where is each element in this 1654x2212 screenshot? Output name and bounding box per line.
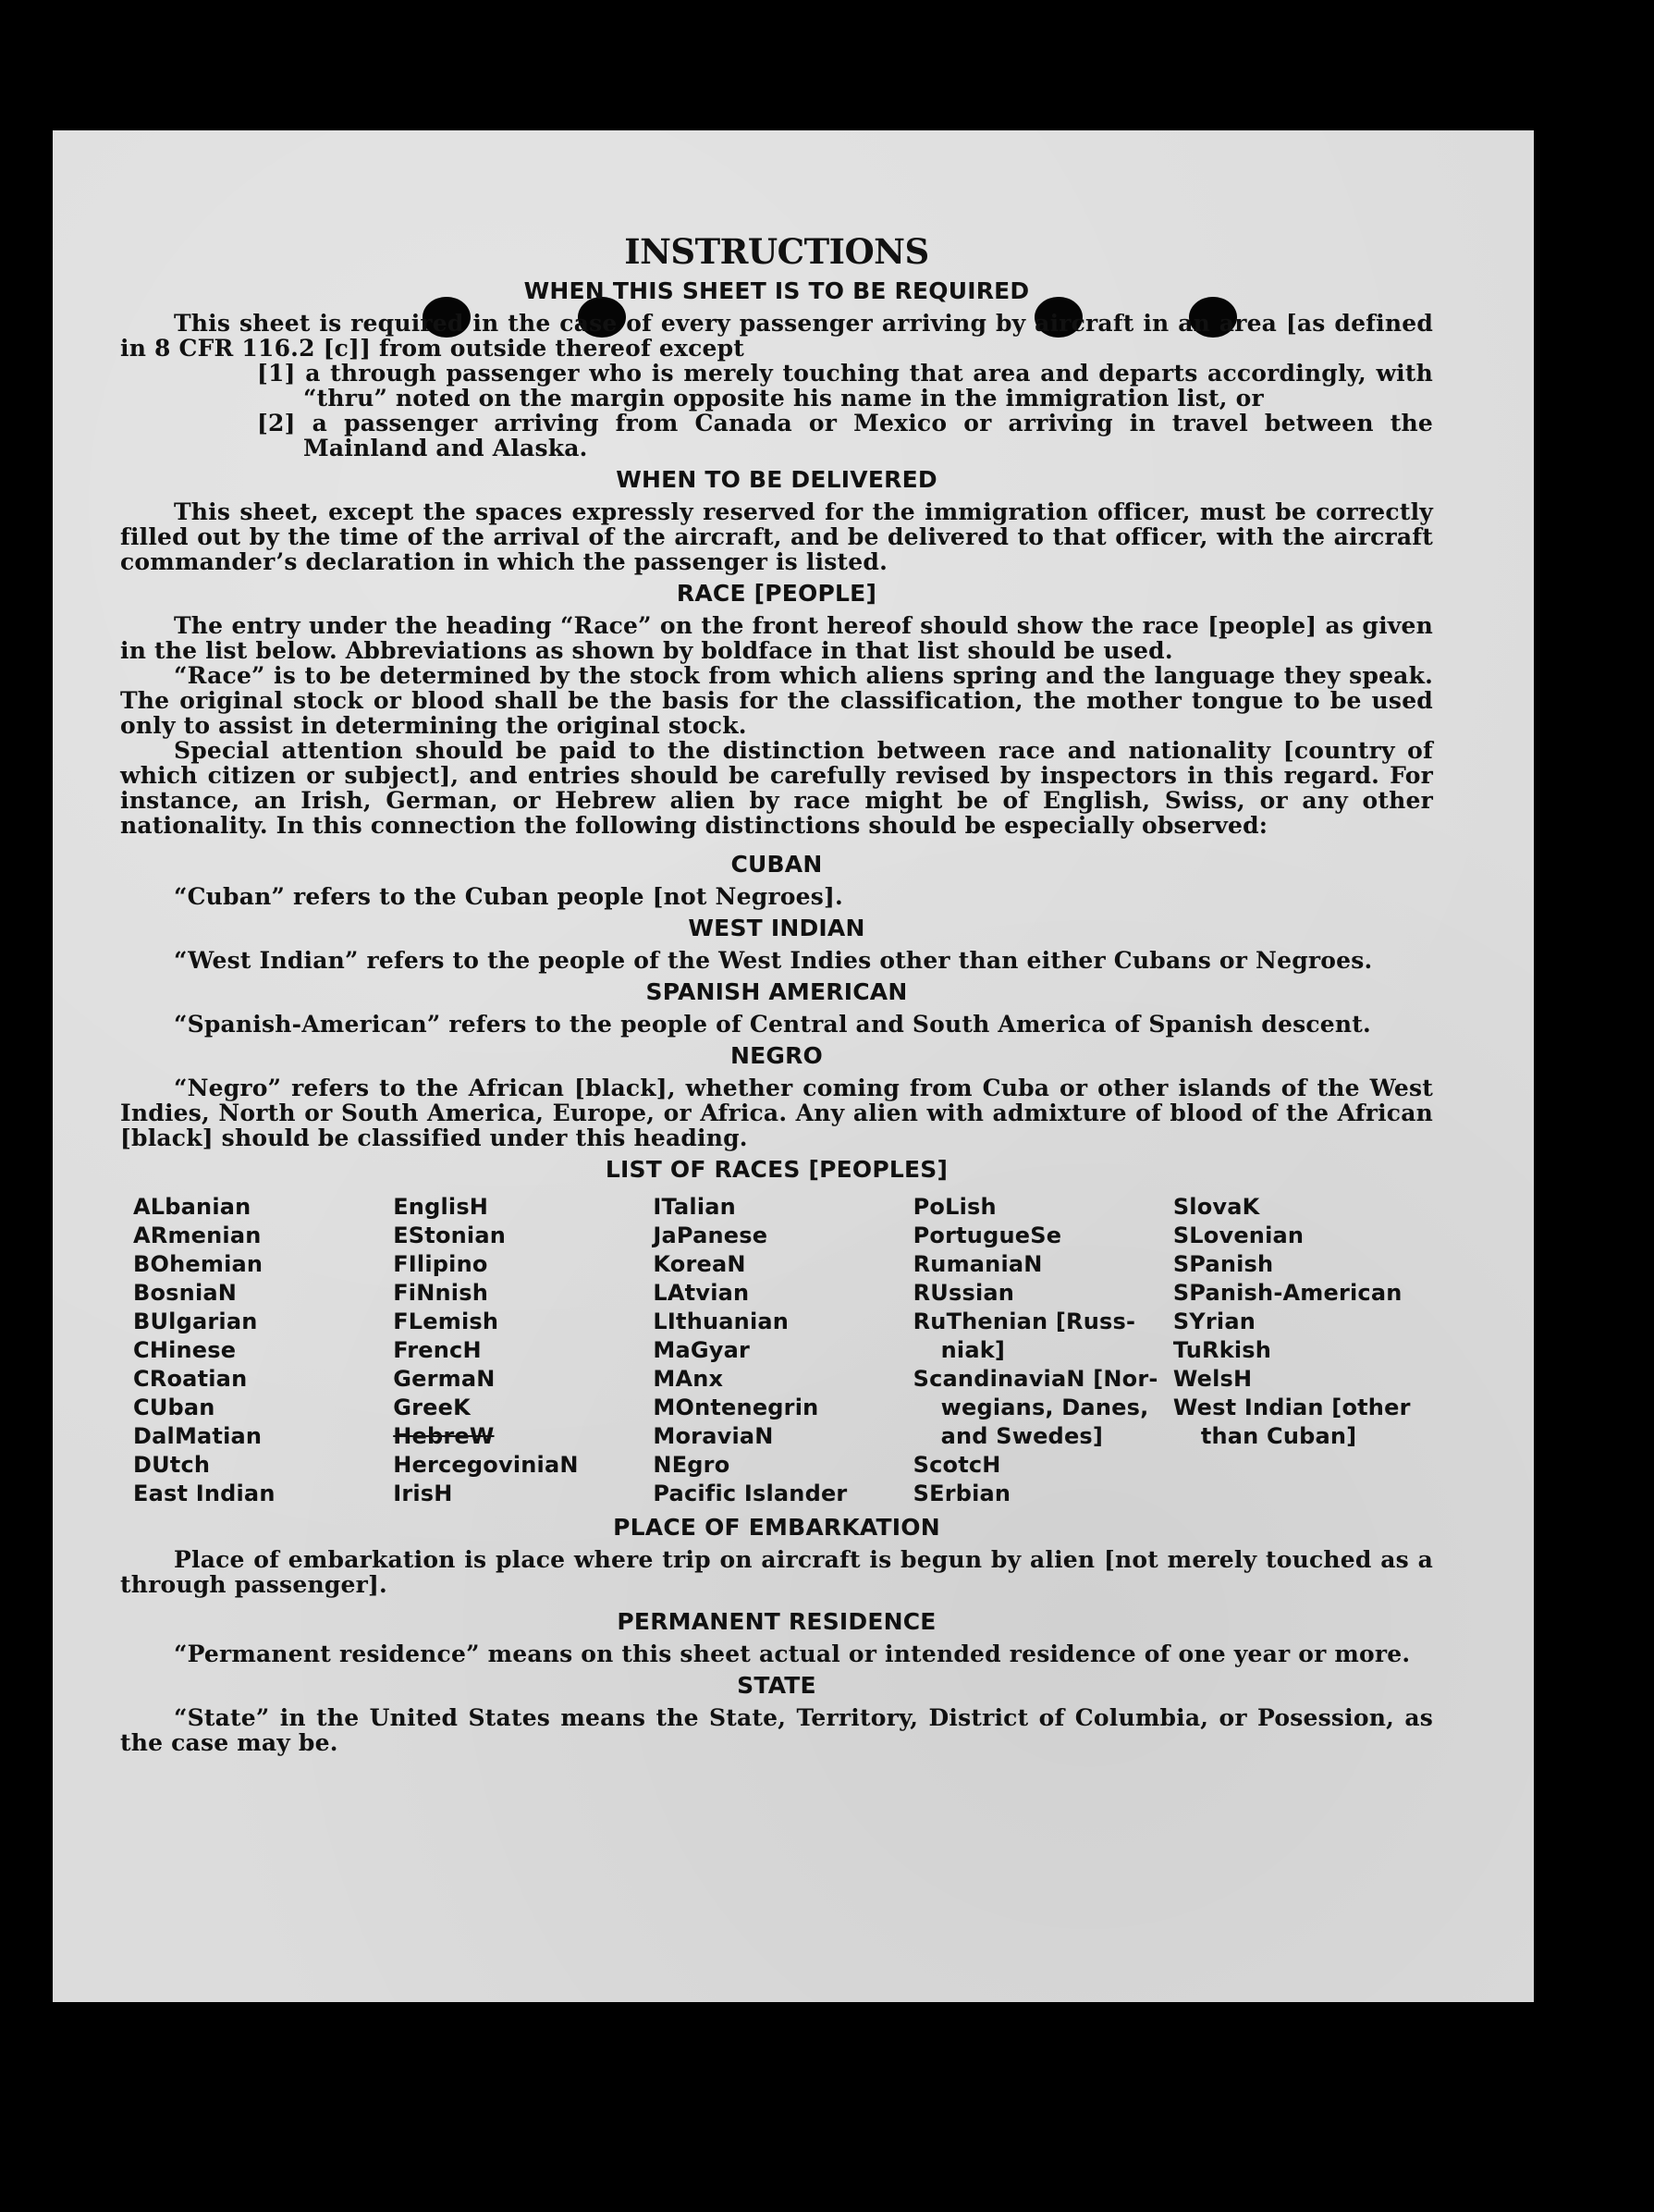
- spanish-american-text: “Spanish-American” refers to the people of Central and South America of Spanish descent.: [174, 1011, 1371, 1038]
- list-item: RumaniaN: [913, 1251, 1043, 1277]
- list-item: CUban: [133, 1395, 215, 1420]
- list-item: MoraviaN: [653, 1423, 774, 1449]
- list-item: LIthuanian: [653, 1309, 790, 1334]
- list-item: DUtch: [133, 1452, 211, 1478]
- races-column-4: [913, 1193, 1173, 1508]
- required-item-2: [2] a passenger arriving from Canada or Mexico or arriving in travel between the Mainland and Alaska.: [257, 410, 1433, 461]
- races-column-3: [653, 1193, 913, 1508]
- list-item: TuRkish: [1172, 1337, 1272, 1363]
- list-item: RUssian: [913, 1280, 1015, 1306]
- list-item: SPanish-American: [1172, 1280, 1403, 1306]
- list-item: FLemish: [393, 1309, 499, 1334]
- west-indian-text: “West Indian” refers to the people of the West Indies other than either Cubans or Negroes.: [174, 947, 1373, 974]
- list-item-continuation: and Swedes]: [940, 1423, 1104, 1449]
- cuban-text: “Cuban” refers to the Cuban people [not Negroes].: [174, 883, 843, 910]
- heading-cuban: CUBAN: [730, 851, 823, 878]
- heading-negro: NEGRO: [729, 1042, 824, 1069]
- list-item: CHinese: [133, 1337, 237, 1363]
- race-paragraph-1: The entry under the heading “Race” on the front hereof should show the race [people] as given in the list below. Abbreviations as shown by boldface in that list should be used.: [120, 612, 1433, 664]
- list-item: West Indian [other: [1172, 1395, 1411, 1420]
- list-item: FrencH: [393, 1337, 482, 1363]
- list-item: ALbanian: [133, 1194, 251, 1220]
- list-item: DalMatian: [133, 1423, 263, 1449]
- state-text: “State” in the United States means the State, Territory, District of Columbia, or Posession, as the case may be.: [120, 1704, 1433, 1756]
- list-item: SLovenian: [1172, 1223, 1305, 1248]
- list-item: WelsH: [1172, 1366, 1253, 1392]
- list-item: SlovaK: [1172, 1194, 1260, 1220]
- list-item: FiNnish: [393, 1280, 488, 1306]
- list-item: ScotcH: [913, 1452, 1001, 1478]
- heading-west-indian: WEST INDIAN: [688, 915, 865, 941]
- heading-list-of-races: LIST OF RACES [PEOPLES]: [605, 1156, 949, 1183]
- delivered-text: This sheet, except the spaces expressly reserved for the immigration officer, must be correctly filled out by the time of the arrival of the aircraft, and be delivered to that officer, with the aircraft commander’s declaration in which the passenger is listed.: [120, 498, 1433, 575]
- list-item: EStonian: [393, 1223, 507, 1248]
- list-item: ScandinaviaN [Nor-: [913, 1366, 1158, 1392]
- list-item-continuation: than Cuban]: [1200, 1423, 1357, 1449]
- list-item: SPanish: [1172, 1251, 1274, 1277]
- required-item-1: [1] a through passenger who is merely touching that area and departs accordingly, with “thru” noted on the margin opposite his name in the immigration list, or: [257, 360, 1433, 412]
- list-item: FIlipino: [393, 1251, 488, 1277]
- list-item: PortugueSe: [913, 1223, 1062, 1248]
- embarkation-text: Place of embarkation is place where trip on aircraft is begun by alien [not merely touched as a through passenger].: [120, 1546, 1433, 1598]
- list-item: HercegoviniaN: [393, 1452, 579, 1478]
- list-item: BosniaN: [133, 1280, 238, 1306]
- list-item: MAnx: [653, 1366, 724, 1392]
- races-column-2: [393, 1193, 653, 1508]
- instructions-content: [120, 231, 1433, 1755]
- list-item: PoLish: [913, 1194, 997, 1220]
- list-item: GermaN: [393, 1366, 496, 1392]
- list-item: RuThenian [Russ-: [913, 1309, 1136, 1334]
- heading-residence: PERMANENT RESIDENCE: [617, 1608, 937, 1635]
- list-item-struck: HebreW: [393, 1423, 495, 1449]
- list-item: MaGyar: [653, 1337, 751, 1363]
- list-item: BUlgarian: [133, 1309, 258, 1334]
- heading-required: WHEN THIS SHEET IS TO BE REQUIRED: [523, 277, 1030, 304]
- list-item: GreeK: [393, 1395, 471, 1420]
- race-paragraph-3: Special attention should be paid to the distinction between race and nationality [country of which citizen or subject], and entries should be carefully revised by inspectors in this regard. For instance, an Irish, German, or Hebrew alien by race might be of English, Swiss, or any other nationality. In this connection the following distinctions should be especially observed:: [120, 737, 1433, 839]
- heading-state: STATE: [737, 1672, 816, 1699]
- list-item: EnglisH: [393, 1194, 489, 1220]
- list-item: JaPanese: [653, 1223, 768, 1248]
- list-item: CRoatian: [133, 1366, 248, 1392]
- required-text: This sheet is required in the case of every passenger arriving by aircraft in an area [as defined in 8 CFR 116.2 [c]] from outside thereof except: [120, 310, 1433, 362]
- list-item: ITalian: [653, 1194, 736, 1220]
- page-title: INSTRUCTIONS: [624, 231, 929, 272]
- list-item: NEgro: [653, 1452, 730, 1478]
- list-item: SYrian: [1172, 1309, 1256, 1334]
- heading-spanish-american: SPANISH AMERICAN: [645, 978, 908, 1005]
- list-item-continuation: wegians, Danes,: [940, 1395, 1149, 1420]
- residence-text: “Permanent residence” means on this sheet actual or intended residence of one year or more.: [174, 1641, 1411, 1667]
- list-item: Pacific Islander: [653, 1481, 848, 1506]
- list-item: LAtvian: [653, 1280, 750, 1306]
- list-item: ARmenian: [133, 1223, 262, 1248]
- list-item: KoreaN: [653, 1251, 746, 1277]
- negro-text: “Negro” refers to the African [black], whether coming from Cuba or other islands of the West Indies, North or South America, Europe, or Africa. Any alien with admixture of blood of the African [black] should be classified under this heading.: [120, 1075, 1433, 1151]
- list-item-continuation: niak]: [940, 1337, 1006, 1363]
- list-item: BOhemian: [133, 1251, 263, 1277]
- races-column-5: [1173, 1193, 1433, 1508]
- heading-race: RACE [PEOPLE]: [676, 580, 877, 607]
- heading-embarkation: PLACE OF EMBARKATION: [613, 1514, 940, 1541]
- list-item: MOntenegrin: [653, 1395, 819, 1420]
- race-paragraph-2: “Race” is to be determined by the stock from which aliens spring and the language they speak. The original stock or blood shall be the basis for the classification, the mother tongue to be used only to assist in determining the original stock.: [120, 662, 1433, 739]
- list-item: SErbian: [913, 1481, 1011, 1506]
- races-column-1: [133, 1193, 393, 1508]
- races-list: [133, 1193, 1433, 1508]
- list-item: East Indian: [133, 1481, 276, 1506]
- list-item: IrisH: [393, 1481, 453, 1506]
- heading-delivered: WHEN TO BE DELIVERED: [616, 466, 937, 493]
